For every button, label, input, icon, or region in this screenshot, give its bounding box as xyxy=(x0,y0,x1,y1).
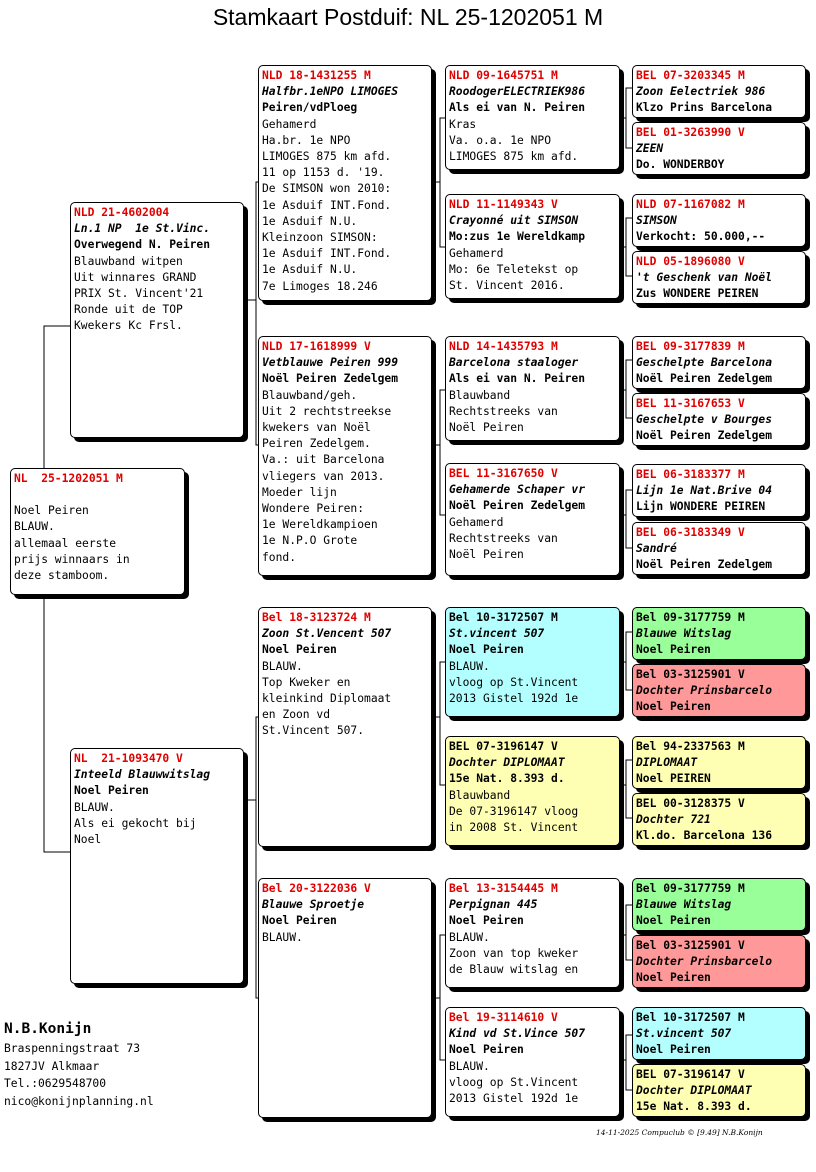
note: De SIMSON won 2010: xyxy=(262,182,392,196)
pigeon-name: ZEEN xyxy=(636,142,664,156)
pigeon-card-fmmm[interactable] xyxy=(632,522,806,575)
owner-street: Braspenningstraat 73 xyxy=(4,1042,141,1055)
pigeon-card-ffmm[interactable] xyxy=(632,251,806,304)
pigeon-card-fmfm[interactable] xyxy=(632,393,806,446)
note: 1e Asduif N.U. xyxy=(262,214,358,228)
note: 7e Limoges 18.246 xyxy=(262,279,378,293)
breeder: Noel Peiren xyxy=(636,1043,711,1057)
note: Noel xyxy=(74,833,102,847)
note: 2013 Gistel 192d 1e xyxy=(449,1092,579,1106)
note: Peiren Zedelgem. xyxy=(262,437,371,451)
note: St. Vincent 2016. xyxy=(449,279,565,293)
breeder: Noel Peiren xyxy=(449,643,524,657)
note: Blauwband xyxy=(449,788,511,802)
breeder: Klzo Prins Barcelona xyxy=(636,101,773,115)
breeder: Noel Peiren xyxy=(636,700,711,714)
pigeon-name: Blauwe Witslag xyxy=(636,898,732,912)
pigeon-name: DIPLOMAAT xyxy=(636,756,698,770)
pigeon-card-fmm[interactable] xyxy=(445,463,620,576)
note: BLAUW. xyxy=(262,659,303,673)
ring-number: BEL 09-3177839 M xyxy=(636,340,745,353)
pigeon-card-fffm[interactable] xyxy=(632,122,806,175)
note: 1e Asduif INT.Fond. xyxy=(262,198,392,212)
pigeon-name: Halfbr.1eNPO LIMOGES xyxy=(262,85,399,99)
spacer xyxy=(14,487,181,503)
note: Blauwband xyxy=(449,388,511,402)
pigeon-name: Perpignan 445 xyxy=(449,898,538,912)
ring-number: BEL 06-3183349 V xyxy=(636,526,745,539)
pigeon-card-mmmf[interactable] xyxy=(632,1007,806,1060)
note: 1e Wereldkampioen xyxy=(262,518,378,532)
note: Mo: 6e Teletekst op xyxy=(449,262,579,276)
pigeon-name: Dochter Prinsbarcelo xyxy=(636,955,773,969)
pigeon-card-mmmm[interactable] xyxy=(632,1064,806,1117)
pigeon-card-fff[interactable] xyxy=(445,65,620,170)
pigeon-name: Zoon St.Vencent 507 xyxy=(262,627,392,641)
pigeon-card-mm[interactable] xyxy=(258,878,432,1118)
pigeon-card-mfmf[interactable] xyxy=(632,736,806,789)
note: kleinkind Diplomaat xyxy=(262,692,392,706)
pigeon-card-fmf[interactable] xyxy=(445,336,620,441)
ring-number: NLD 18-1431255 M xyxy=(262,69,371,82)
note: LIMOGES 875 km afd. xyxy=(449,150,579,164)
note: Uit winnares GRAND xyxy=(74,270,197,284)
breeder: Noël Peiren Zedelgem xyxy=(262,372,399,386)
owner-name: N.B.Konijn xyxy=(4,1021,92,1037)
owner-email: nico@konijnplanning.nl xyxy=(4,1094,154,1108)
note: 1e N.P.O Grote xyxy=(262,534,358,548)
ring-number: Bel 10-3172507 M xyxy=(636,1011,745,1024)
ring-number: Bel 19-3114610 V xyxy=(449,1011,558,1024)
note: Ronde uit de TOP xyxy=(74,303,183,317)
ring-number: Bel 13-3154445 M xyxy=(449,882,558,895)
ring-number: BEL 11-3167650 V xyxy=(449,467,558,480)
note: St.Vincent 507. xyxy=(262,724,365,738)
breeder: Do. WONDERBOY xyxy=(636,158,725,172)
note: Noël Peiren xyxy=(449,421,524,435)
pigeon-name: Gehamerde Schaper vr xyxy=(449,483,586,497)
breeder: Zus WONDERE PEIREN xyxy=(636,287,759,301)
pigeon-card-subject[interactable] xyxy=(10,468,185,595)
note: de Blauw witslag en xyxy=(449,963,579,977)
note: prijs winnaars in xyxy=(14,552,130,566)
ring-number: NL 25-1202051 M xyxy=(14,472,123,485)
note: en Zoon vd xyxy=(262,708,331,722)
note: BLAUW. xyxy=(449,659,490,673)
note: BLAUW. xyxy=(14,520,55,534)
pigeon-card-mff[interactable] xyxy=(445,607,620,717)
breeder: Noël Peiren Zedelgem xyxy=(636,372,773,386)
pigeon-name: St.vincent 507 xyxy=(636,1027,732,1041)
note: kwekers van Noël xyxy=(262,421,371,435)
owner-city: 1827JV Alkmaar xyxy=(4,1059,100,1073)
note: Blauwband/geh. xyxy=(262,388,358,402)
pigeon-name: SIMSON xyxy=(636,214,677,228)
ring-number: BEL 07-3196147 V xyxy=(636,1068,745,1081)
pigeon-card-ffmf[interactable] xyxy=(632,194,806,247)
breeder: Noel Peiren xyxy=(636,914,711,928)
note: Gehamerd xyxy=(449,515,504,529)
breeder: Noël Peiren Zedelgem xyxy=(449,499,586,513)
pigeon-name: Lijn 1e Nat.Brive 04 xyxy=(636,484,773,498)
ring-number: BEL 06-3183377 M xyxy=(636,468,745,481)
note: 1e Asduif N.U. xyxy=(262,263,358,277)
pigeon-name: Dochter Prinsbarcelo xyxy=(636,684,773,698)
note: vloog op St.Vincent xyxy=(449,1075,579,1089)
pigeon-card-mf[interactable] xyxy=(258,607,432,847)
page-title: Stamkaart Postduif: NL 25-1202051 M xyxy=(212,4,604,30)
pigeon-card-mmfm[interactable] xyxy=(632,935,806,988)
pigeon-card-ffff[interactable] xyxy=(632,65,806,118)
pigeon-card-mother[interactable] xyxy=(70,748,244,984)
pigeon-name: Geschelpte Barcelona xyxy=(636,356,773,370)
pigeon-name: Vetblauwe Peiren 999 xyxy=(262,356,399,370)
note: BLAUW. xyxy=(449,1059,490,1073)
pigeon-card-mffm[interactable] xyxy=(632,664,806,717)
ring-number: NL 21-1093470 V xyxy=(74,752,183,765)
owner-phone: Tel.:0629548700 xyxy=(4,1077,107,1090)
ring-number: BEL 00-3128375 V xyxy=(636,797,745,810)
pigeon-card-fmff[interactable] xyxy=(632,336,806,389)
breeder: Noel Peiren xyxy=(14,504,89,518)
note: Rechtstreeks van xyxy=(449,531,558,545)
pigeon-name: Geschelpte v Bourges xyxy=(636,413,773,427)
pigeon-card-mmff[interactable] xyxy=(632,878,806,931)
pigeon-name: Inteeld Blauwwitslag xyxy=(74,768,211,782)
breeder: Mo:zus 1e Wereldkamp xyxy=(449,230,586,244)
note: 11 op 1153 d. '19. xyxy=(262,166,385,180)
pigeon-name: Kind vd St.Vince 507 xyxy=(449,1027,586,1041)
note: LIMOGES 875 km afd. xyxy=(262,150,392,164)
breeder: Verkocht: 50.000,-- xyxy=(636,230,766,244)
note: vliegers van 2013. xyxy=(262,469,385,483)
footer-credit: 14-11-2025 Compuclub © [9.49] N.B.Konijn xyxy=(596,1128,763,1137)
pigeon-card-ff[interactable] xyxy=(258,65,432,301)
breeder: 15e Nat. 8.393 d. xyxy=(449,772,565,786)
pigeon-name: Zoon Eelectriek 986 xyxy=(636,85,766,99)
note: Ha.br. 1e NPO xyxy=(262,133,351,147)
breeder: Lijn WONDERE PEIREN xyxy=(636,500,766,514)
pigeon-name: Dochter DIPLOMAAT xyxy=(636,1084,752,1098)
breeder: Als ei van N. Peiren xyxy=(449,372,586,386)
pigeon-name: Barcelona staaloger xyxy=(449,356,579,370)
ring-number: Bel 09-3177759 M xyxy=(636,882,745,895)
breeder: Noel Peiren xyxy=(449,1043,524,1057)
ring-number: Bel 10-3172507 M xyxy=(449,611,558,624)
note: Moeder lijn xyxy=(262,485,337,499)
ring-number: NLD 14-1435793 M xyxy=(449,340,558,353)
pigeon-card-ffm[interactable] xyxy=(445,194,620,299)
note: deze stamboom. xyxy=(14,569,110,583)
breeder: Peiren/vdPloeg xyxy=(262,101,358,115)
note: Va. o.a. 1e NPO xyxy=(449,133,552,147)
ring-number: NLD 07-1167082 M xyxy=(636,198,745,211)
pigeon-card-fm[interactable] xyxy=(258,336,432,576)
note: fond. xyxy=(262,550,297,564)
ring-number: Bel 20-3122036 V xyxy=(262,882,371,895)
owner-info xyxy=(4,1018,154,1110)
note: Kleinzoon SIMSON: xyxy=(262,231,378,245)
note: BLAUW. xyxy=(449,930,490,944)
breeder: Noel Peiren xyxy=(74,784,149,798)
note: in 2008 St. Vincent xyxy=(449,821,579,835)
note: Va.: uit Barcelona xyxy=(262,453,385,467)
breeder: Noel Peiren xyxy=(636,971,711,985)
ring-number: Bel 18-3123724 M xyxy=(262,611,371,624)
breeder: Noel Peiren xyxy=(449,914,524,928)
note: Uit 2 rechtstreekse xyxy=(262,404,392,418)
ring-number: NLD 11-1149343 V xyxy=(449,198,558,211)
note: Wondere Peiren: xyxy=(262,502,365,516)
note: Blauwband witpen xyxy=(74,254,183,268)
breeder: Overwegend N. Peiren xyxy=(74,238,211,252)
note: De 07-3196147 vloog xyxy=(449,804,579,818)
pigeon-card-mfff[interactable] xyxy=(632,607,806,660)
pigeon-name: Blauwe Sproetje xyxy=(262,898,365,912)
breeder: 15e Nat. 8.393 d. xyxy=(636,1100,752,1114)
note: Kwekers Kc Frsl. xyxy=(74,319,183,333)
note: Noël Peiren xyxy=(449,548,524,562)
note: BLAUW. xyxy=(262,930,303,944)
pigeon-name: 't Geschenk van Noël xyxy=(636,271,773,285)
note: Gehamerd xyxy=(262,117,317,131)
ring-number: BEL 07-3196147 V xyxy=(449,740,558,753)
note: BLAUW. xyxy=(74,800,115,814)
ring-number: NLD 09-1645751 M xyxy=(449,69,558,82)
breeder: Noel PEIREN xyxy=(636,772,711,786)
pigeon-name: Ln.1 NP 1e St.Vinc. xyxy=(74,222,211,236)
ring-number: NLD 05-1896080 V xyxy=(636,255,745,268)
pigeon-card-mfm[interactable] xyxy=(445,736,620,846)
ring-number: BEL 07-3203345 M xyxy=(636,69,745,82)
ring-number: Bel 03-3125901 V xyxy=(636,939,745,952)
ring-number: BEL 01-3263990 V xyxy=(636,126,745,139)
pigeon-name: Blauwe Witslag xyxy=(636,627,732,641)
note: Rechtstreeks van xyxy=(449,404,558,418)
pigeon-name: Dochter 721 xyxy=(636,813,711,827)
breeder: Noël Peiren Zedelgem xyxy=(636,558,773,572)
pigeon-card-mmf[interactable] xyxy=(445,878,620,988)
note: vloog op St.Vincent xyxy=(449,675,579,689)
ring-number: Bel 03-3125901 V xyxy=(636,668,745,681)
note: Top Kweker en xyxy=(262,675,351,689)
pigeon-name: St.vincent 507 xyxy=(449,627,545,641)
ring-number: BEL 11-3167653 V xyxy=(636,397,745,410)
breeder: Als ei van N. Peiren xyxy=(449,101,586,115)
ring-number: NLD 21-4602004 xyxy=(74,206,170,219)
ring-number: Bel 94-2337563 M xyxy=(636,740,745,753)
pigeon-name: RoodogerELECTRIEK986 xyxy=(449,85,586,99)
note: 1e Asduif INT.Fond. xyxy=(262,247,392,261)
note: Zoon van top kweker xyxy=(449,946,579,960)
note: PRIX St. Vincent'21 xyxy=(74,287,204,301)
note: Gehamerd xyxy=(449,246,504,260)
note: Als ei gekocht bij xyxy=(74,816,197,830)
ring-number: Bel 09-3177759 M xyxy=(636,611,745,624)
breeder: Noel Peiren xyxy=(636,643,711,657)
note: 2013 Gistel 192d 1e xyxy=(449,692,579,706)
ring-number: NLD 17-1618999 V xyxy=(262,340,371,353)
pigeon-card-fmmf[interactable] xyxy=(632,464,806,517)
pigeon-name: Sandré xyxy=(636,542,677,556)
pigeon-card-father[interactable] xyxy=(70,202,244,438)
pigeon-name: Crayonné uit SIMSON xyxy=(449,214,579,228)
breeder: Noel Peiren xyxy=(262,914,337,928)
breeder: Noel Peiren xyxy=(262,643,337,657)
pigeon-card-mmm[interactable] xyxy=(445,1007,620,1117)
pigeon-card-mfmm[interactable] xyxy=(632,793,806,846)
note: allemaal eerste xyxy=(14,536,117,550)
breeder: Noël Peiren Zedelgem xyxy=(636,429,773,443)
note: Kras xyxy=(449,117,477,131)
breeder: Kl.do. Barcelona 136 xyxy=(636,829,773,843)
pigeon-name: Dochter DIPLOMAAT xyxy=(449,756,565,770)
